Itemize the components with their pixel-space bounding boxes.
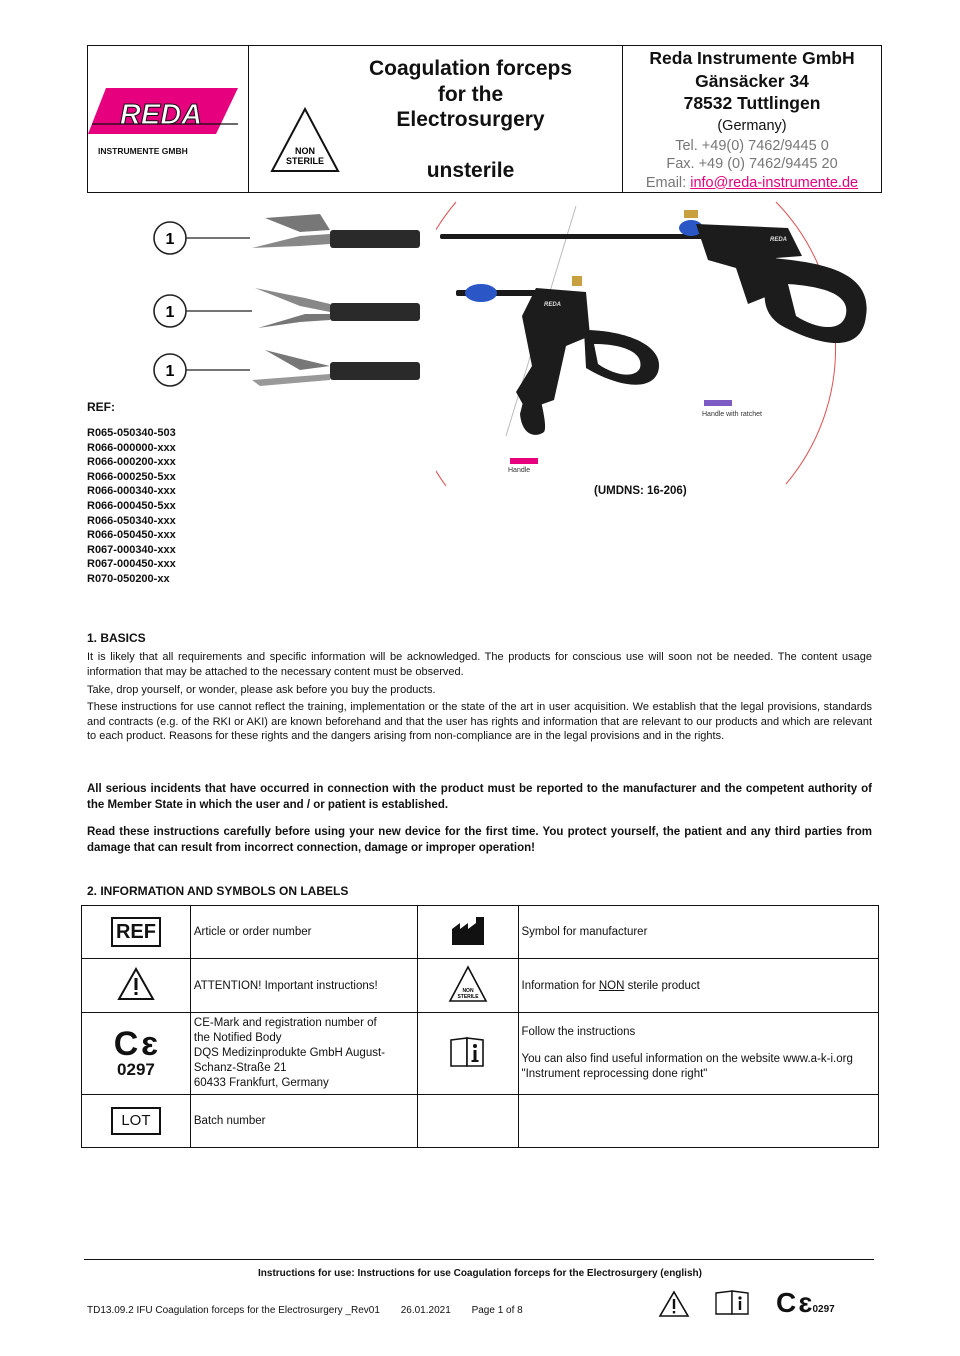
- basics-paragraph-1: It is likely that all requirements and specific information will be acknowledged. The products for conscious use will soon not be needed. The content usage information that may be attached to the necessary content must be observed.: [87, 651, 872, 678]
- warning-triangle-icon: [117, 967, 155, 1001]
- title-line-2: for the: [437, 82, 504, 106]
- email-link[interactable]: info@reda-instrumente.de: [690, 174, 859, 191]
- footer-ce-icon: C ɛ: [776, 1287, 813, 1318]
- title-line-3: Electrosurgery: [396, 108, 545, 131]
- basics-heading: 1. BASICS: [87, 631, 146, 645]
- ref-item: R067-000450-xxx: [87, 558, 176, 571]
- handle-label: Handle: [508, 467, 531, 474]
- ref-item: R065-050340-503: [87, 427, 176, 439]
- table-row: [82, 1095, 879, 1148]
- footer-divider: [84, 1259, 874, 1260]
- handle-brand: REDA: [544, 302, 562, 308]
- non-sterile-triangle-icon: [448, 965, 488, 1003]
- ref-item: R067-000340-xxx: [87, 543, 176, 556]
- basics-paragraph-2: Take, drop yourself, or wonder, please ask before you buy the products.: [87, 684, 436, 696]
- manufacturer-description: Symbol for manufacturer: [518, 906, 879, 959]
- company-city: 78532 Tuttlingen: [683, 93, 821, 113]
- lot-symbol-cell: [82, 1095, 191, 1148]
- footer-date: 26.01.2021: [400, 1305, 451, 1316]
- attention-symbol-cell: [82, 959, 191, 1013]
- non-sterile-line-2: STERILE: [285, 156, 325, 166]
- callout-number: 1: [165, 231, 175, 248]
- callout-number: 1: [165, 304, 175, 321]
- ref-item: R066-000250-5xx: [87, 470, 176, 483]
- footer-ce-mark: [776, 1288, 835, 1325]
- nonsterile-underlined: NON: [598, 979, 625, 992]
- ref-description: Article or order number: [190, 906, 417, 959]
- document-title: [319, 56, 622, 133]
- footer-title: Instructions for use: Instructions for use Coagulation forceps for the Electrosurgery (english): [258, 1268, 702, 1279]
- handle-figure: [436, 196, 882, 488]
- empty-cell: [518, 1095, 879, 1148]
- ce-mark-icon: C ɛ: [113, 1024, 159, 1063]
- company-name: Reda Instrumente GmbH: [649, 48, 855, 68]
- lot-symbol-icon: LOT: [111, 1107, 160, 1135]
- symbols-heading: 2. INFORMATION AND SYMBOLS ON LABELS: [87, 884, 349, 898]
- non-sterile-line-2: STERILE: [457, 994, 479, 1000]
- handle-standard: [456, 276, 659, 474]
- nonsterile-description: [518, 959, 879, 1013]
- ref-item: R066-050340-xxx: [87, 514, 176, 527]
- logo-text: REDA: [119, 99, 203, 131]
- ref-symbol-cell: [82, 906, 191, 959]
- company-street: Gänsäcker 34: [695, 70, 809, 91]
- callout-number: 1: [165, 363, 175, 380]
- footer-warning-icon: [658, 1290, 690, 1318]
- handle-brand: REDA: [770, 237, 788, 243]
- nonsterile-text: sterile product: [624, 979, 700, 992]
- handle-with-ratchet: [679, 210, 867, 418]
- company-tel: Tel. +49(0) 7462/9445 0: [675, 137, 829, 154]
- header-title-cell: [249, 46, 623, 192]
- ref-item: R066-000000-xxx: [87, 441, 176, 454]
- ce-number: 0297: [117, 1059, 155, 1079]
- factory-icon: [450, 915, 486, 947]
- instructions-symbol-cell: [417, 1013, 518, 1095]
- incident-notice: All serious incidents that have occurred in connection with the product must be reported to the manufacturer and the competent authority of the Member State in which the user and / or patient is established.: [87, 783, 872, 811]
- non-sterile-line-1: NON: [295, 146, 315, 156]
- ce-line: the Notified Body: [193, 1032, 282, 1044]
- company-address: [623, 46, 881, 192]
- ce-line: 60433 Frankfurt, Germany: [193, 1077, 329, 1089]
- follow-instructions-text: Follow the instructions: [521, 1026, 636, 1038]
- company-email-row: [623, 174, 881, 193]
- symbols-table: [81, 905, 879, 1148]
- company-country: (Germany): [717, 117, 787, 134]
- reda-logo-icon: [88, 46, 248, 192]
- empty-cell: [417, 1095, 518, 1148]
- footer-doc-id: TD13.09.2 IFU Coagulation forceps for the Electrosurgery _Rev01: [87, 1305, 380, 1316]
- title-line-1: Coagulation forceps: [368, 57, 573, 80]
- ce-line: CE-Mark and registration number of: [193, 1017, 377, 1029]
- ref-heading: REF:: [87, 400, 115, 414]
- jaw-tip-1: [154, 214, 420, 254]
- unsterile-label: unsterile: [426, 159, 515, 182]
- ref-item: R066-000450-5xx: [87, 499, 176, 512]
- ce-line: Schanz-Straße 21: [193, 1062, 287, 1074]
- footer-page: Page 1 of 8: [471, 1305, 523, 1316]
- logo-subtitle: INSTRUMENTE GMBH: [98, 146, 188, 156]
- jaw-tips-figure: [140, 200, 440, 400]
- document-header: [87, 45, 882, 193]
- table-row: [82, 906, 879, 959]
- manufacturer-symbol-cell: [417, 906, 518, 959]
- ref-list: [87, 426, 176, 587]
- email-label: Email:: [645, 174, 691, 191]
- basics-paragraph-3: These instructions for use cannot reflect the training, implementation or the state of the art in user acquisition. We establish that the legal provisions, standards and contracts (e.g. of the RKI or AKI) are known beforehand and that the user has rights and information that are relevant to our products and which are relevant to each product. Reasons for these rights and the dangers arising from non-compliance are in the legal provisions and in the rights.: [87, 701, 872, 742]
- nonsterile-symbol-cell: [417, 959, 518, 1013]
- instructions-description: [518, 1013, 879, 1095]
- website-text: You can also find useful information on the website www.a-k-i.org "Instrument reprocessing done right": [521, 1053, 853, 1080]
- jaw-tip-2: [154, 288, 420, 328]
- ref-item: R066-000340-xxx: [87, 485, 176, 498]
- jaw-tip-3: [154, 350, 420, 386]
- ratchet-label: Handle with ratchet: [702, 411, 762, 418]
- lot-description: Batch number: [190, 1095, 417, 1148]
- table-row: [82, 1013, 879, 1095]
- ref-item: R070-050200-xx: [87, 572, 170, 585]
- ref-item: R066-000200-xxx: [87, 456, 176, 469]
- non-sterile-line-1: NON: [462, 988, 474, 994]
- footer-instructions-icon: [714, 1290, 752, 1316]
- footer-doc-info: [87, 1305, 523, 1316]
- consult-instructions-icon: [449, 1036, 487, 1068]
- table-row: [82, 959, 879, 1013]
- ce-line: DQS Medizinprodukte GmbH August-: [193, 1047, 385, 1059]
- umdns-code: (UMDNS: 16-206): [594, 485, 687, 497]
- nonsterile-text: Information for: [521, 979, 599, 992]
- ce-symbol-cell: [82, 1013, 191, 1095]
- red-arc-left: [436, 202, 456, 486]
- read-instructions-notice: Read these instructions carefully before using your new device for the first time. You protect yourself, the patient and any third parties from damage that can result from incorrect connection, damage or improper operation!: [87, 826, 872, 854]
- footer-ce-number: 0297: [812, 1304, 835, 1315]
- company-logo: [88, 46, 249, 192]
- ref-symbol-icon: REF: [111, 917, 161, 947]
- ce-description: [190, 1013, 417, 1095]
- attention-description: ATTENTION! Important instructions!: [190, 959, 417, 1013]
- ref-item: R066-050450-xxx: [87, 529, 176, 542]
- company-fax: Fax. +49 (0) 7462/9445 20: [666, 156, 838, 172]
